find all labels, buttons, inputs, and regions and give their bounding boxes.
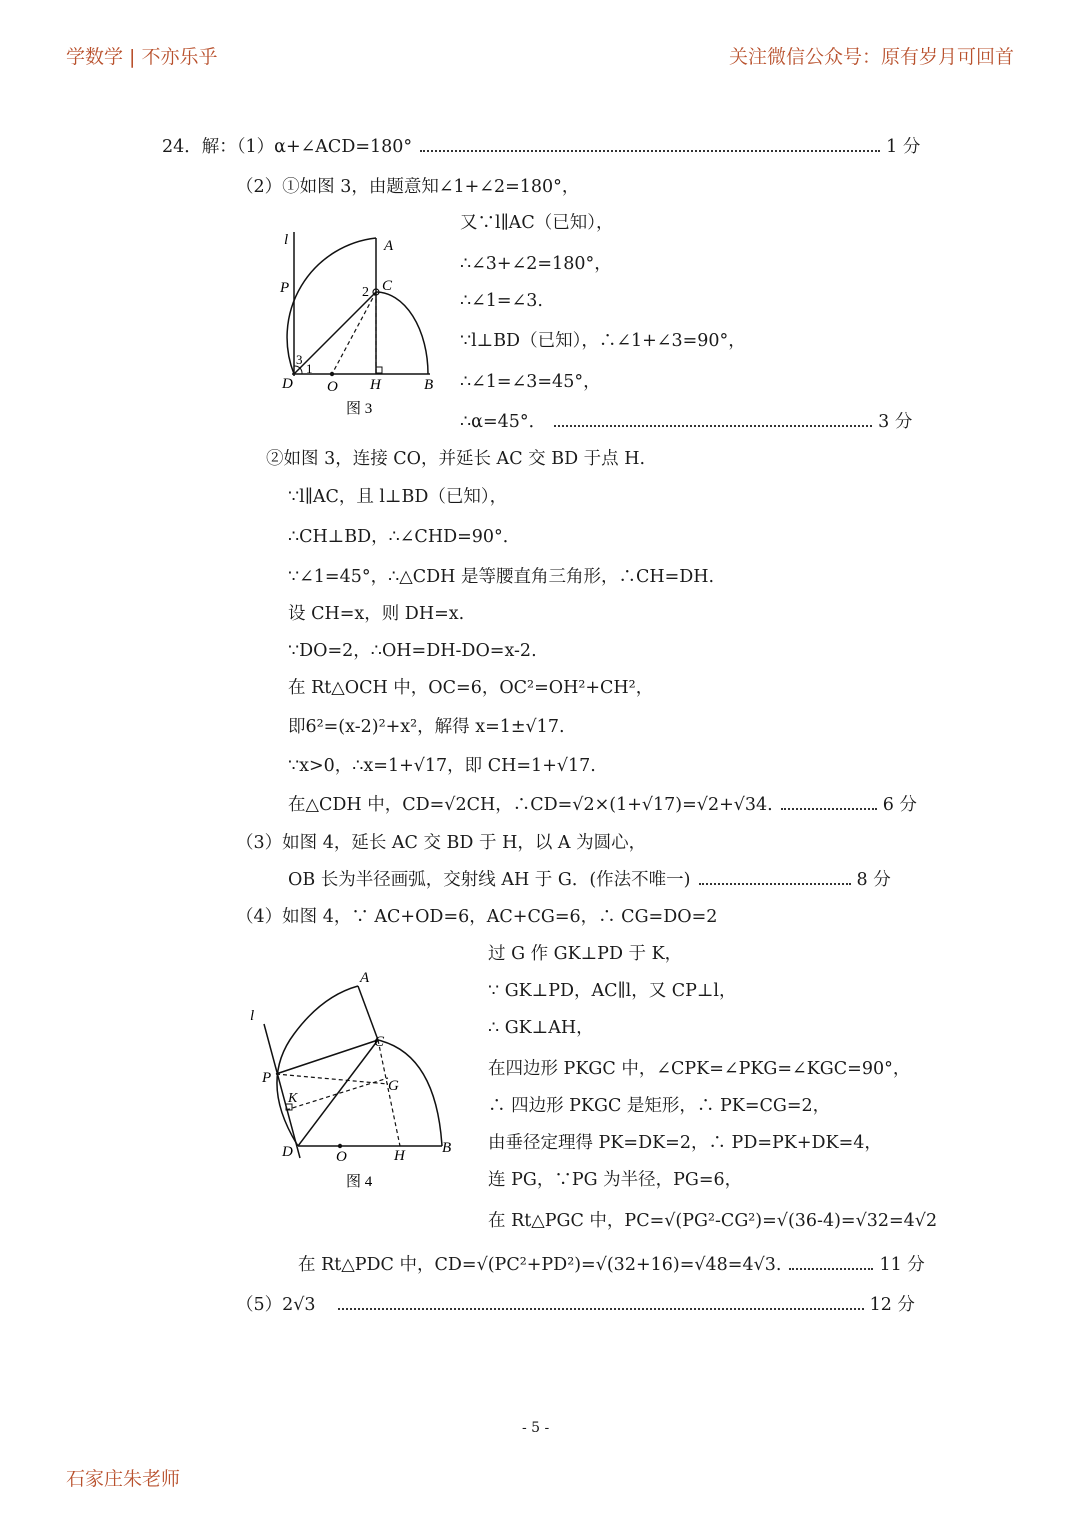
leader-dots	[338, 1307, 864, 1310]
part3-line-2-text: OB 长为半径画弧，交射线 AH 于 G．(作法不唯一)	[288, 870, 691, 890]
label-k: K	[288, 1091, 298, 1106]
score-3: 3 分	[878, 412, 913, 432]
part4-line-9: 在 Rt△PGC 中，PC=√(PG²-CG²)=√(36-4)=√32=4√2	[488, 1211, 938, 1231]
label-g: G	[388, 1078, 399, 1094]
score-8: 8 分	[856, 870, 891, 890]
part4-line-3: ∵ GK⊥PD，AC∥l，又 CP⊥l，	[488, 981, 737, 1001]
arc-small	[376, 292, 428, 374]
reason-line-3: ∴∠1=∠3.	[460, 291, 543, 311]
figure-4	[240, 962, 460, 1198]
label-l: l	[250, 1008, 255, 1024]
part2-line-3: ∴CH⊥BD，∴∠CHD=90°．	[288, 527, 521, 547]
part2-line-8: 即6²=(x-2)²+x²，解得 x=1±√17.	[288, 717, 565, 737]
segment-pg	[276, 1074, 388, 1084]
label-a: A	[360, 970, 370, 986]
label-d: D	[282, 376, 293, 392]
part2-line-10-text: 在△CDH 中，CD=√2CH，∴CD=√2×(1+√17)=√2+√34.	[288, 795, 773, 815]
answer-line-1	[162, 136, 921, 158]
label-p: P	[262, 1070, 272, 1086]
header-right: 关注微信公众号：原有岁月可回首	[728, 46, 1014, 68]
part4-line-10	[298, 1254, 925, 1276]
angle-1-arc	[300, 368, 302, 374]
part2-line-9: ∵x>0，∴x=1+√17，即 CH=1+√17.	[288, 756, 596, 776]
reason-line-2: ∴∠3+∠2=180°，	[460, 254, 612, 274]
page-number: - 5 -	[522, 1420, 550, 1436]
figure-4-caption: 图 4	[346, 1174, 373, 1190]
score-12: 12 分	[869, 1295, 915, 1315]
leader-dots	[420, 149, 880, 152]
segment-co	[332, 292, 376, 374]
answer-1-text: 24．解：（1）α+∠ACD=180°	[162, 137, 413, 157]
part2-line-2: ∵l∥AC，且 l⊥BD（已知），	[288, 487, 508, 507]
figure-3-caption: 图 3	[346, 401, 373, 417]
leader-dots	[781, 807, 877, 810]
label-c: C	[382, 278, 393, 294]
part5-line	[236, 1294, 915, 1316]
label-h: H	[394, 1148, 405, 1164]
reason-line-5: ∴∠1=∠3=45°，	[460, 372, 601, 392]
leader-dots	[699, 882, 851, 885]
part4-line-4: ∴ GK⊥AH，	[488, 1018, 594, 1038]
footer-left: 石家庄朱老师	[66, 1468, 181, 1490]
right-angle-mark	[376, 367, 382, 373]
label-angle-2: 2	[362, 285, 369, 300]
label-o: O	[327, 379, 338, 395]
part4-line-5: 在四边形 PKGC 中，∠CPK=∠PKG=∠KGC=90°，	[488, 1059, 911, 1079]
reason-6-text: ∴α=45°．	[460, 412, 547, 432]
part4-line-6: ∴ 四边形 PKGC 是矩形，∴ PK=CG=2，	[488, 1096, 831, 1116]
part2-line-7: 在 Rt△OCH 中，OC=6，OC²=OH²+CH²，	[288, 678, 654, 698]
label-b: B	[424, 377, 434, 393]
header-left: 学数学 | 不亦乐乎	[66, 46, 218, 68]
label-o: O	[336, 1149, 347, 1165]
arc-large	[277, 986, 358, 1146]
part4-line-1: （4）如图 4，∵ AC+OD=6，AC+CG=6，∴ CG=DO=2	[236, 907, 718, 927]
reason-line-6	[460, 411, 912, 433]
label-d: D	[282, 1144, 293, 1160]
point-o	[338, 1144, 342, 1148]
part4-line-8: 连 PG，∵PG 为半径，PG=6，	[488, 1170, 743, 1190]
leader-dots	[789, 1267, 873, 1270]
segment-ac	[358, 986, 378, 1040]
score-11: 11 分	[879, 1255, 925, 1275]
score-1: 1 分	[886, 137, 921, 157]
segment-dc	[298, 1040, 378, 1146]
score-6: 6 分	[882, 795, 917, 815]
label-angle-1: 1	[306, 361, 313, 376]
part3-line-1: （3）如图 4，延长 AC 交 BD 于 H，以 A 为圆心，	[236, 833, 647, 853]
part2-line-5: 设 CH=x，则 DH=x.	[288, 604, 465, 624]
label-a: A	[384, 238, 394, 254]
part2-line-6: ∵DO=2，∴OH=DH-DO=x-2.	[288, 641, 537, 661]
part4-line-10-text: 在 Rt△PDC 中，CD=√(PC²+PD²)=√(32+16)=√48=4√3.	[298, 1255, 782, 1275]
answer-line-2: （2）①如图 3，由题意知∠1+∠2=180°，	[236, 177, 580, 197]
part4-line-7: 由垂径定理得 PK=DK=2，∴ PD=PK+DK=4，	[488, 1133, 882, 1153]
label-l: l	[284, 232, 289, 248]
part5-text: （5）2√3	[236, 1295, 316, 1315]
label-b: B	[442, 1140, 452, 1156]
point-o	[330, 372, 334, 376]
label-c: C	[374, 1034, 385, 1050]
part4-line-2: 过 G 作 GK⊥PD 于 K，	[488, 944, 683, 964]
part2-line-4: ∵∠1=45°，∴△CDH 是等腰直角三角形，∴CH=DH.	[288, 567, 715, 587]
label-angle-3: 3	[296, 352, 303, 367]
part3-line-2	[288, 869, 912, 891]
segment-pc	[276, 1040, 378, 1074]
label-p: P	[280, 280, 290, 296]
leader-dots	[554, 424, 872, 427]
reason-line-1: 又∵l∥AC（已知），	[460, 213, 614, 233]
part2-line-1: ②如图 3，连接 CO，并延长 AC 交 BD 于点 H.	[266, 449, 646, 469]
figure-3	[270, 226, 450, 421]
part2-line-10	[288, 794, 917, 816]
label-h: H	[370, 377, 381, 393]
reason-line-4: ∵l⊥BD（已知），∴∠1+∠3=90°，	[460, 331, 746, 351]
